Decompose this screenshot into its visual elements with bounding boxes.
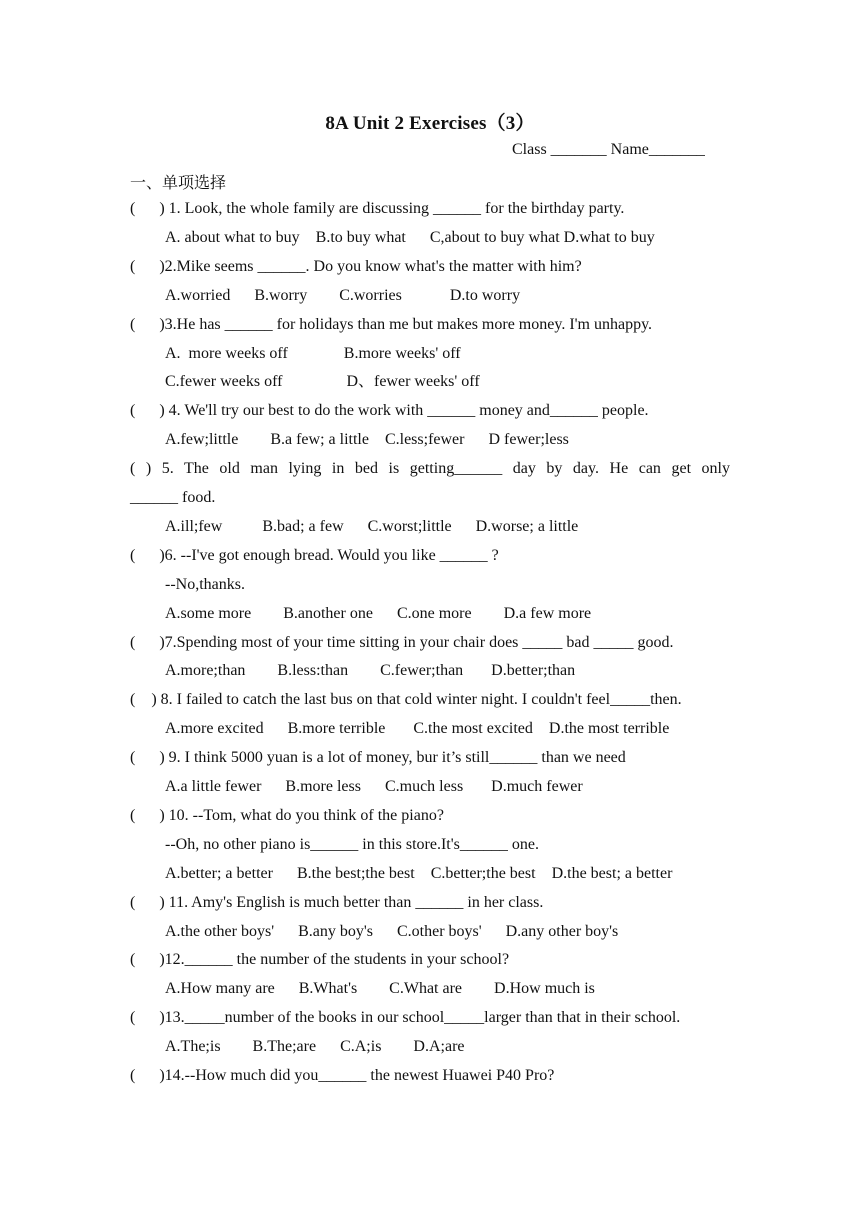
question-line: ______ food.: [130, 489, 216, 506]
question-line: ( )3.He has ______ for holidays than me but makes more money. I'm unhappy.: [130, 316, 653, 333]
question-line: ( )14.--How much did you______ the newest Huawei P40 Pro?: [130, 1067, 555, 1084]
option-line: A.ill;few B.bad; a few C.worst;little D.worse; a little: [165, 518, 579, 535]
option-line: A.worried B.worry C.worries D.to worry: [165, 287, 521, 304]
question-line: ( )13._____number of the books in our school_____larger than that in their school.: [130, 1009, 681, 1026]
option-line: A. about what to buy B.to buy what C,about to buy what D.what to buy: [165, 229, 655, 246]
question-line: ( ) 10. --Tom, what do you think of the piano?: [130, 807, 444, 824]
section-heading: 一、单项选择: [130, 175, 227, 192]
option-line: A.some more B.another one C.one more D.a few more: [165, 605, 592, 622]
question-line: ( ) 8. I failed to catch the last bus on that cold winter night. I couldn't feel_____then.: [130, 691, 682, 708]
option-line: A.How many are B.What's C.What are D.How much is: [165, 980, 595, 997]
question-line: ( ) 11. Amy's English is much better than ______ in her class.: [130, 894, 544, 911]
option-line: A.few;little B.a few; a little C.less;fewer D fewer;less: [165, 431, 569, 448]
question-line: ( ) 1. Look, the whole family are discussing ______ for the birthday party.: [130, 200, 625, 217]
option-line: A.better; a better B.the best;the best C.better;the best D.the best; a better: [165, 865, 673, 882]
option-line: A.the other boys' B.any boy's C.other boys' D.any other boy's: [165, 923, 619, 940]
question-line: ( ) 9. I think 5000 yuan is a lot of money, bur it’s still______ than we need: [130, 749, 626, 766]
class-name-line: Class _______ Name_______: [512, 141, 705, 158]
option-line: A.The;is B.The;are C.A;is D.A;are: [165, 1038, 465, 1055]
option-line: A.a little fewer B.more less C.much less D.much fewer: [165, 778, 583, 795]
question-line: ( )2.Mike seems ______. Do you know what's the matter with him?: [130, 258, 582, 275]
page-title: 8A Unit 2 Exercises（3）: [325, 113, 535, 134]
question-line: ( )7.Spending most of your time sitting in your chair does _____ bad _____ good.: [130, 634, 674, 651]
option-line: --No,thanks.: [165, 576, 245, 593]
option-line: A. more weeks off B.more weeks' off: [165, 345, 461, 362]
option-line: A.more;than B.less:than C.fewer;than D.better;than: [165, 662, 576, 679]
question-line: ( )6. --I've got enough bread. Would you like ______ ?: [130, 547, 499, 564]
question-line: ( )12.______ the number of the students in your school?: [130, 951, 510, 968]
question-line: ( ) 4. We'll try our best to do the work with ______ money and______ people.: [130, 402, 649, 419]
option-line: C.fewer weeks off D、fewer weeks' off: [165, 373, 480, 390]
option-line: --Oh, no other piano is______ in this store.It's______ one.: [165, 836, 539, 853]
question-line: ( ) 5. The old man lying in bed is getting______ day by day. He can get only: [130, 460, 730, 477]
option-line: A.more excited B.more terrible C.the most excited D.the most terrible: [165, 720, 670, 737]
